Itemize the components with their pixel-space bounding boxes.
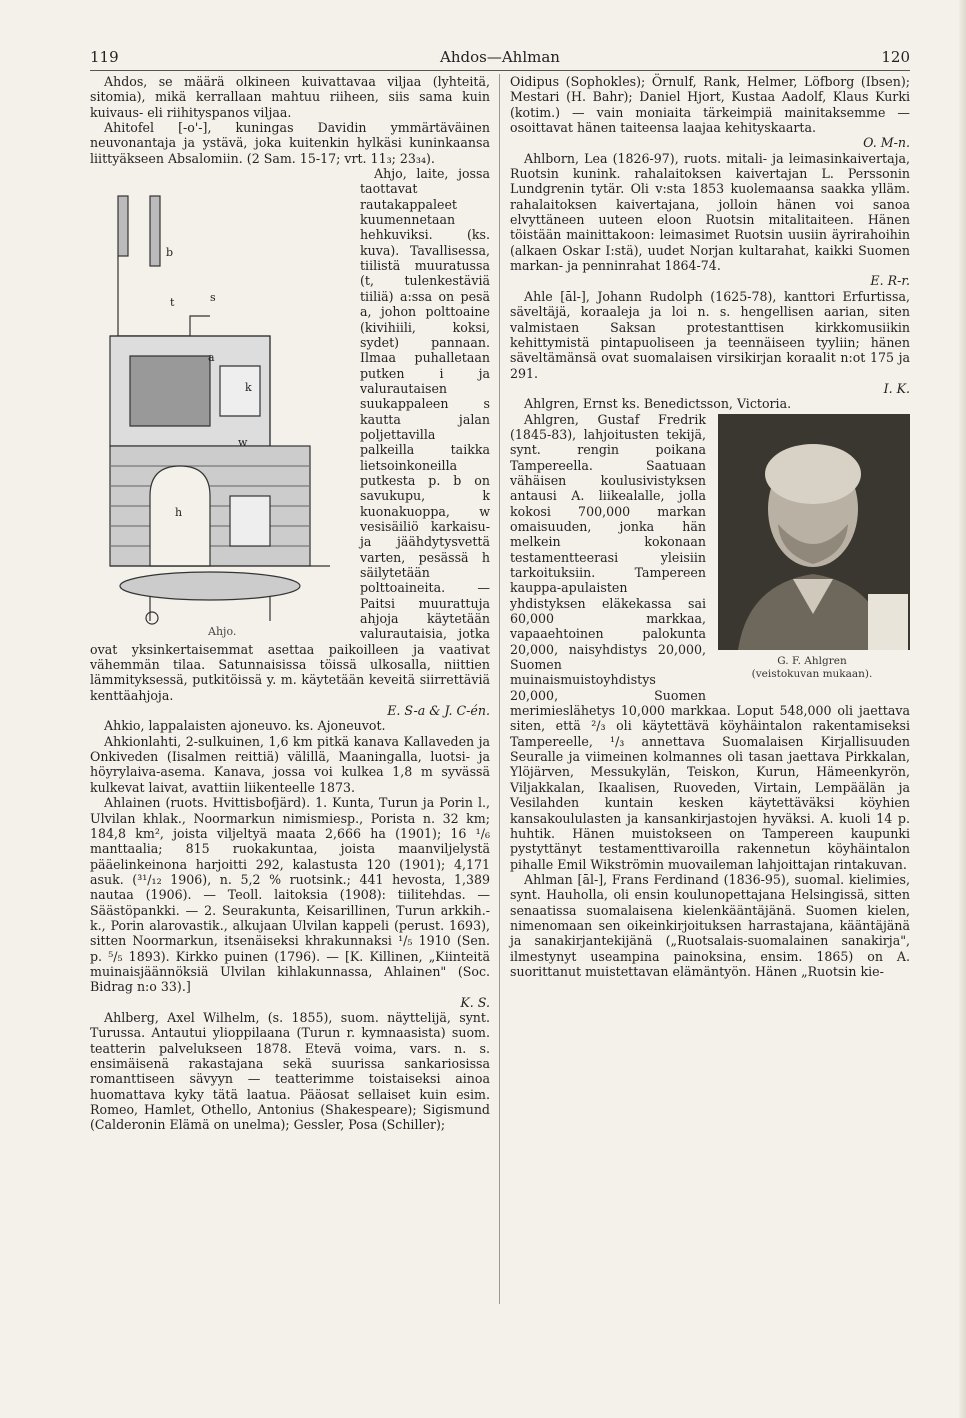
svg-text:w: w [238, 436, 248, 450]
portrait-photo [718, 414, 910, 650]
entry-ahkionlahti: Ahkionlahti, 2-sulkuinen, 1,6 km pitkä kanava Kallaveden ja Onkiveden (Iisalmen reittiä) välillä, Maaningalla, luotsi- ja höyrylaiva-asema. Kanava, jossa voi kulkea 1,8 m syvässä kulkevat laivat, avattiin liikenteelle 1873. [90, 733, 490, 795]
portrait-figure [714, 414, 910, 689]
running-title: Ahdos—Ahlman [440, 48, 560, 66]
entry-ahle: Ahle [āl-], Johann Rudolph (1625-78), kanttori Erfurtissa, säveltäjä, koraaleja ja loi n. s. hengellisen aarian, siten valmistaen Saksan protestanttisen kirkkomusiikin kehittymistä pintapuoliseen ja teennäiseen tyyliin; hänen säveltämänsä ovat suomalaisen virsikirjan koraalit n:ot 175 ja 291. [510, 288, 910, 381]
scan-edge [958, 0, 966, 1418]
page-header [90, 48, 910, 71]
entry-ahlgren-gustaf: Ahlgren, Gustaf Fredrik (1845-83), lahjoitusten tekijä, synt. rengin poikana Tampereella. Saatuaan vähäisen koulusivistyksen antausi A. liikealalle, jolla kokosi 700,000 markan omaisuuden, jonka hän melkein kokonaan testamentteerasi yleisiin tarkoituksiin. Tampereen kauppa-apulaisten yhdistyksen eläkekassa sai 60,000 markkaa, vapaaehtoinen palokunta 20,000, naisyhdistys 20,000, Suomen muinaismuistoyhdistys 20,000, Suomen merimieslähetys 10,000 markkaa. Loput 548,000 oli jaettava siten, että ²/₃ oli käytettävä köyhäintalon rakentamiseksi Tampereelle, ¹/₃ annettava Suomalaisen Kirjallisuuden Seuralle ja viimeinen kolmannes oli tasan jaettava Pirkkalan, Ylöjärven, Messukylän, Teiskon, Kurun, Hämeenkyrön, Viljakkalan, Ikaalisen, Ruoveden, Virtain, Lempäälän ja Vesilahden kuntain kesken käytettäväksi köyhien kansakoululasten ja kansankirjastojen hyväksi. A. kuoli 14 p. huhtik. Hänen muistokseen on Tampereen kaupunki pystyttänyt testamenttivaroilla rakennetun köyhäintalon pihalle Emil Wikströmin muovaileman lahjoittajan rintakuvan. [510, 411, 910, 872]
entry-ahitofel: Ahitofel [-o'-], kuningas Davidin ymmärtäväinen neuvonantaja ja ystävä, joka kuitenkin hylkäsi kuninkaansa liittyäkseen Absalomiin. (2 Sam. 15-17; vrt. 11₃; 23₃₄). [90, 120, 490, 166]
svg-text:a: a [208, 351, 215, 365]
figure-caption: Ahjo. [208, 625, 237, 639]
entry-ahlainen: Ahlainen (ruots. Hvittisbofjärd). 1. Kunta, Turun ja Porin l., Ulvilan khlak., Noormarkun nimismiesp., Porista n. 32 km; 184,8 km², joista viljeltyä maata 2,666 ha (1901); 16 ¹/₆ manttaalia; 815 ruokakuntaa, joista maanviljelystä pääelinkeinona harjoitti 292, kalastusta 120 (1901); 4,171 asuk. (³¹/₁₂ 1906), n. 5,2 % ruotsink.; 441 hevosta, 1,389 nautaa (1906). — Teoll. laitoksia (1908): tiilitehdas. — Säästöpankki. — 2. Seurakunta, Keisarillinen, Turun arkkih.-k., Porin alarovastik., alkujaan Ulvilan kappeli (perust. 1693), sitten Noormarkun, itsenäiseksi khrakunnaksi ¹/₅ 1910 (Sen. p. ⁵/₅ 1893). Kirkko puinen (1796). — [K. Killinen, „Kiinteitä muinaisjäännöksiä Ulvilan kihlakunnassa, Ahlainen" (Soc. Bidrag n:o 33).] [90, 795, 490, 995]
svg-text:s: s [210, 291, 216, 305]
entry-ahlman: Ahlman [āl-], Frans Ferdinand (1836-95), suomal. kielimies, synt. Hauholla, oli ensin koulunopettajana Helsingissä, sitten senaatissa suomalaisena kielenkääntäjänä. Suomen kielen, nimenomaan sen oikeinkirjoituksen harrastajana, kääntäjänä ja sanakirjantekijänä („Ruotsalais-suomalainen sanakirja", ilmestynyt useampina painoksina, ensim. 1865) on A. suorittanut muistettavan elämäntyön. Hänen „Ruotsin kie- [510, 871, 910, 979]
entry-ahdos: Ahdos, se määrä olkineen kuivattavaa viljaa (lyhteitä, sitomia), mikä kerrallaan mahtuu riiheen, siis sama kuin kuivaus- eli riihityspanos viljaa. [90, 74, 490, 120]
signature: O. M-n. [863, 135, 910, 151]
entry-ahlberg: Ahlberg, Axel Wilhelm, (s. 1855), suom. näyttelijä, synt. Turussa. Antautui ylioppilaana (Turun r. kymnaasista) suom. teatterin palvelukseen 1878. Etevä voima, vars. n. s. ensimäisenä rakastajana sekä suurissa sankariosissa romanttiseen sävyyn — teatterimme toistaiseksi ainoa huomattava kyky tätä laatua. Pääosat sellaiset kuin esim. Romeo, Hamlet, Othello, Antonius (Shakespeare); Sigismund (Calderonin Elämä on unelma); Gessler, Posa (Schiller); [90, 1009, 490, 1133]
right-column [510, 74, 910, 979]
entry-ahjo: Ahjo, laite, jossa taottavat rautakappaleet kuumennetaan hehkuviksi. (ks. kuva). Tavallisessa, tiilistä muuratussa (t, tulenkestäviä tiiliä) a:ssa on pesä a, johon polttoaine (kivihiili, koksi, sydet) pannaan. Ilmaa puhalletaan putken i ja valurautaisen suukappaleen s kautta jalan poljettavilla palkeilla taikka lietsoinkoneilla putkesta p. b on savukupu, k kuonakuoppa, w vesisäiliö karkaisu- ja jäähdytysvettä varten, pesässä h säilytetään polttoaineita. — Paitsi muurattuja ahjoja käytetään valurautaisia, jotka ovat yksinkertaisemmat asettaa paikoilleen ja vaativat vähemmän tilaa. Satunnaisissa töissä ulkosalla, niittien lämmityksessä, putkitöissä y. m. käytetään keveitä siirrettäviä kenttäahjoja. [90, 166, 490, 703]
portrait-caption-name: G. F. Ahlgren [777, 654, 847, 667]
page-number-left: 119 [90, 48, 119, 66]
entry-ahlgren-ernst: Ahlgren, Ernst ks. Benedictsson, Victoria. [524, 396, 792, 412]
svg-text:h: h [175, 506, 183, 520]
entry-ahkio: Ahkio, lappalaisten ajoneuvo. ks. Ajoneuvot. [104, 718, 386, 734]
svg-text:k: k [245, 381, 252, 395]
signature: E. R-r. [870, 273, 910, 289]
forge-diagram [90, 166, 352, 636]
forge-figure [90, 166, 352, 639]
svg-text:t: t [170, 296, 175, 310]
signature: I. K. [883, 380, 910, 396]
portrait-caption-note: (veistokuvan mukaan). [751, 667, 873, 680]
portrait-caption [714, 655, 910, 681]
svg-text:b: b [166, 246, 174, 260]
entry-continuation: Oidipus (Sophokles); Örnulf, Rank, Helmer, Löfborg (Ibsen); Mestari (H. Bahr); Daniel Hjort, Kustaa Aadolf, Klaus Kurki (kotim.) — vain moniaita tärkeimpiä mainitaksemme — osoittavat hänen taiteensa laajaa kehityskaarta. [510, 74, 910, 136]
entry-ahlborn: Ahlborn, Lea (1826-97), ruots. mitali- ja leimasinkaivertaja, Ruotsin kunink. rahalaitoksen kaivertajan L. Perssonin Lundgrenin tytär. Oli v:sta 1853 kuolemaansa saakka ylläm. rahalaitoksen kaivertajana, jolloin hänen voi sanoa elvyttäneen uuteen eloon Ruotsin mitalitaiteen. Hänen töistään mainittakoon: leimasimet Ruotsin uusiin äyrirahoihin (alkaen Oskar I:stä), uudet Norjan kultarahat, kaikki Suomen markan- ja penninrahat 1864-74. [510, 150, 910, 274]
column-divider [499, 74, 500, 1304]
page-number-right: 120 [881, 48, 910, 66]
portrait-bust-icon [718, 414, 910, 650]
signature: E. S-a & J. C-én. [387, 703, 490, 719]
signature: K. S. [460, 994, 490, 1010]
left-column [90, 74, 490, 1133]
